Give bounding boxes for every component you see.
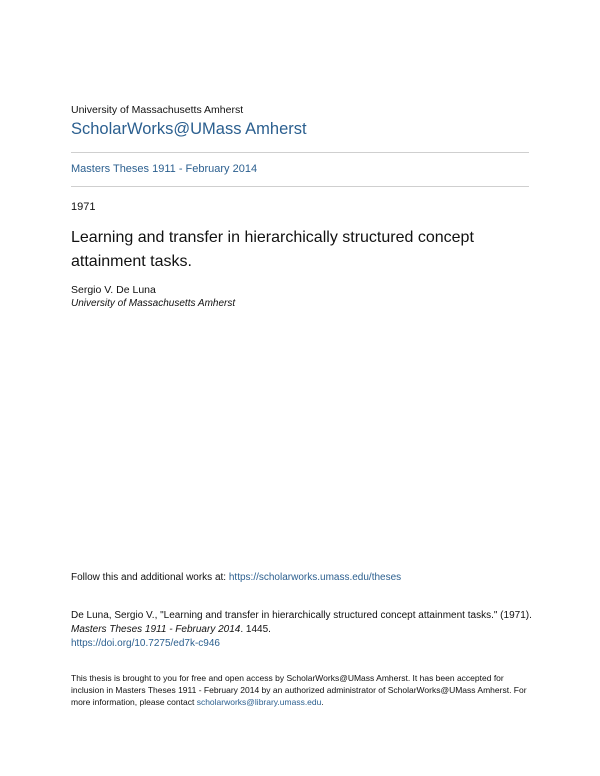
citation-number: . 1445. — [240, 624, 271, 635]
divider-bottom — [71, 186, 529, 187]
notice-text: This thesis is brought to you for free and open access by ScholarWorks@UMass Amherst. It has been accepted for inclusion in Masters Theses 1911 - February 2014 by an authorized administrator of ScholarWorks@UMass Amherst. For more information, please contact — [71, 673, 527, 707]
access-notice — [71, 672, 531, 708]
notice-end: . — [321, 697, 324, 707]
doi-link[interactable]: https://doi.org/10.7275/ed7k-c946 — [71, 638, 220, 649]
document-title: Learning and transfer in hierarchically structured concept attainment tasks. — [71, 229, 474, 270]
theses-link[interactable]: https://scholarworks.umass.edu/theses — [228, 572, 402, 583]
citation-series: Masters Theses 1911 - February 2014 — [71, 624, 241, 635]
institution-name: University of Massachusetts Amherst — [71, 104, 244, 116]
author-affiliation: University of Massachusetts Amherst — [71, 298, 236, 309]
publication-year: 1971 — [71, 201, 96, 213]
contact-email-link[interactable]: scholarworks@library.umass.edu — [196, 697, 322, 707]
divider-top — [71, 152, 529, 153]
repository-link[interactable]: ScholarWorks@UMass Amherst — [71, 120, 307, 138]
citation-block — [71, 609, 541, 651]
follow-prefix: Follow this and additional works at: — [71, 572, 229, 583]
collection-link[interactable]: Masters Theses 1911 - February 2014 — [71, 163, 258, 175]
citation-text: De Luna, Sergio V., "Learning and transfer in hierarchically structured concept attainment tasks." (1971). — [71, 610, 532, 621]
follow-line — [71, 572, 401, 583]
author-name: Sergio V. De Luna — [71, 284, 156, 296]
